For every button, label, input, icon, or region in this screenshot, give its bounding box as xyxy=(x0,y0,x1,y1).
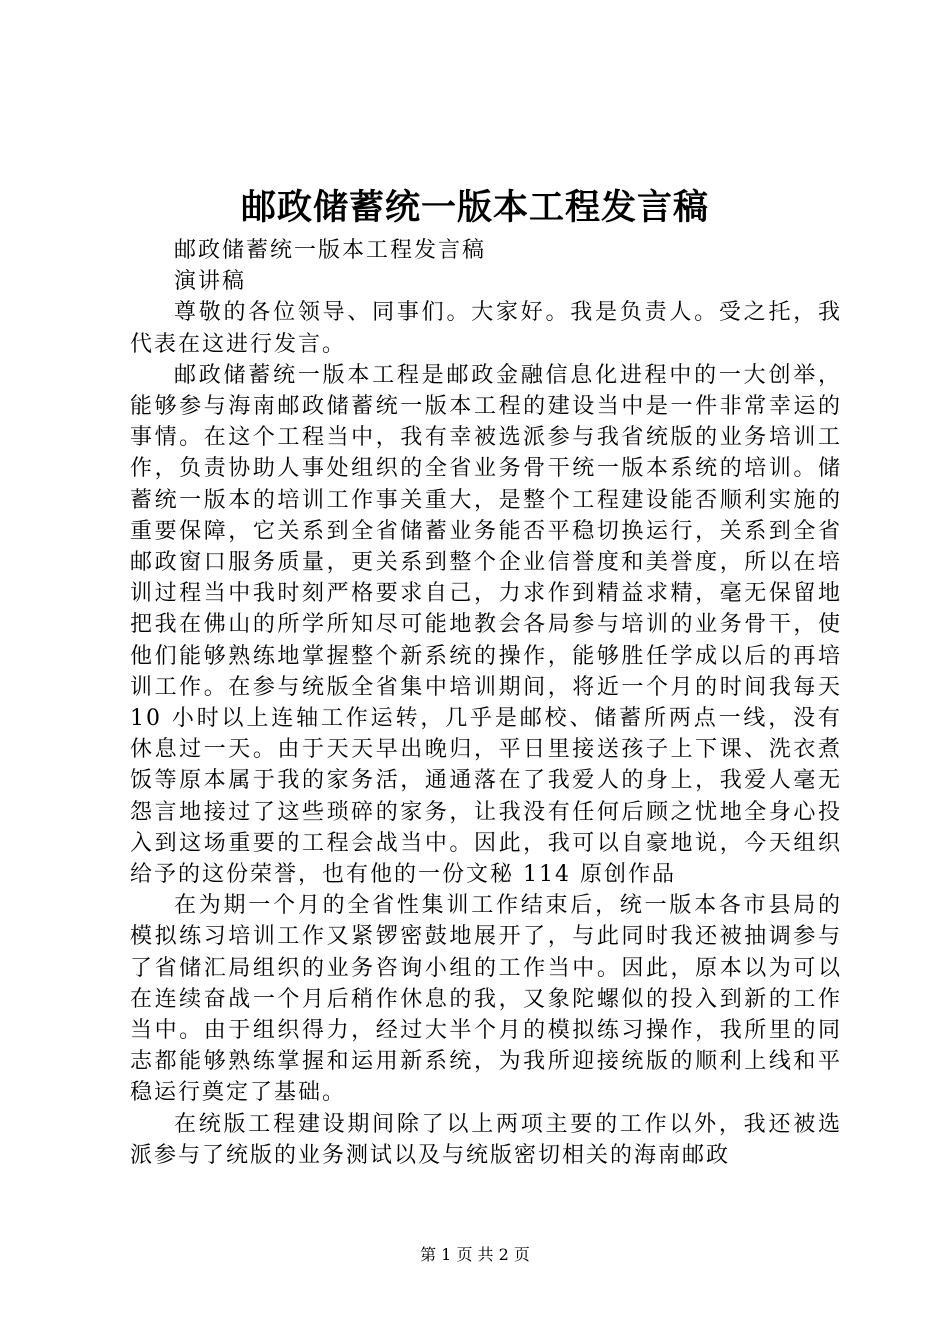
paragraph-greeting: 尊敬的各位领导、同事们。大家好。我是负责人。受之托，我代表在这进行发言。 xyxy=(130,300,842,357)
paragraph-body: 在为期一个月的全省性集训工作结束后，统一版本各市县局的模拟练习培训工作又紧锣密鼓地展开了，与此同时我还被抽调参与了省储汇局组织的业务咨询小组的工作当中。因此，原本以为可以在连续奋战一个月后稍作休息的我，又象陀螺似的投入到新的工作当中。由于组织得力，经过大半个月的模拟练习操作，我所里的同志都能够熟练掌握和运用新系统，为我所迎接统版的顺利上线和平稳运行奠定了基础。 xyxy=(130,893,842,1106)
paragraph-body: 在统版工程建设期间除了以上两项主要的工作以外，我还被选派参与了统版的业务测试以及与统版密切相关的海南邮政 xyxy=(130,1111,842,1168)
paragraph-body: 邮政储蓄统一版本工程是邮政金融信息化进程中的一大创举，能够参与海南邮政储蓄统一版本工程的建设当中是一件非常幸运的事情。在这个工程当中，我有幸被选派参与我省统版的业务培训工作，负责协助人事处组织的全省业务骨干统一版本系统的培训。储蓄统一版本的培训工作事关重大，是整个工程建设能否顺利实施的重要保障，它关系到全省储蓄业务能否平稳切换运行，关系到全省邮政窗口服务质量，更关系到整个企业信誉度和美誉度，所以在培训过程当中我时刻严格要求自己，力求作到精益求精，毫无保留地把我在佛山的所学所知尽可能地教会各局参与培训的业务骨干，使他们能够熟练地掌握整个新系统的操作，能够胜任学成以后的再培训工作。在参与统版全省集中培训期间，将近一个月的时间我每天 10 小时以上连轴工作运转，几乎是邮校、储蓄所两点一线，没有休息过一天。由于天天早出晚归，平日里接送孩子上下课、洗衣煮饭等原本属于我的家务活，通通落在了我爱人的身上，我爱人毫无怨言地接过了这些琐碎的家务，让我没有任何后顾之忧地全身心投入到这场重要的工程会战当中。因此，我可以自豪地说，今天组织给予的这份荣誉，也有他的一份文秘 114 原创作品 xyxy=(130,362,842,888)
page-number-footer: 第 1 页 共 2 页 xyxy=(420,1245,530,1264)
document-body xyxy=(130,235,842,1171)
paragraph-category: 演讲稿 xyxy=(174,269,247,295)
paragraph-subtitle: 邮政储蓄统一版本工程发言稿 xyxy=(174,238,487,263)
document-title: 邮政储蓄统一版本工程发言稿 xyxy=(240,187,709,228)
